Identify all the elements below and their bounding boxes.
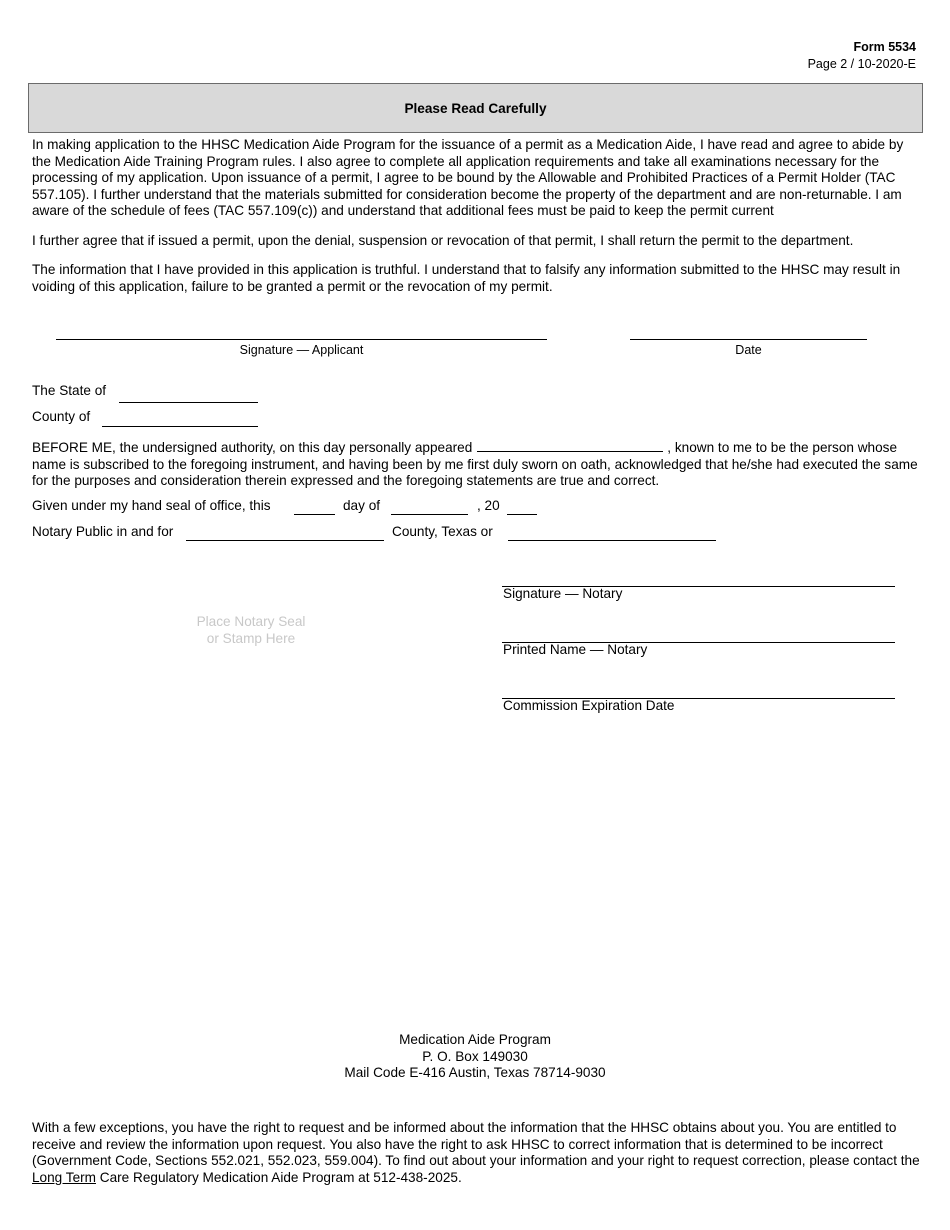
day-of-label: day of	[343, 498, 381, 513]
state-field[interactable]	[119, 402, 258, 403]
form-identifier	[808, 39, 916, 73]
form-number: Form 5534	[853, 40, 916, 54]
privacy-text: With a few exceptions, you have the right to request and be informed about the information that the HHSC obtains about you. You are entitled to receive and review the information upon request. You also have the right to ask HHSC to correct information that is determined to be incorrect (Government Code, Sections 552.021, 552.023, 559.004). To find out about your information and your right to request correction, please contact the	[32, 1120, 920, 1169]
county-texas-label: County, Texas or	[392, 524, 493, 539]
notary-other-field[interactable]	[508, 540, 716, 541]
state-label: The State of	[32, 383, 107, 398]
address-line3: Mail Code E-416 Austin, Texas 78714-9030	[344, 1065, 606, 1080]
year-label: , 20	[477, 498, 500, 513]
notary-public-label: Notary Public in and for	[32, 524, 174, 539]
section-header	[28, 83, 923, 133]
applicant-signature-field[interactable]	[56, 339, 547, 340]
county-field[interactable]	[102, 426, 258, 427]
notary-seal-area	[176, 613, 326, 647]
notary-printed-name-label: Printed Name — Notary	[503, 642, 648, 657]
return-permit-paragraph: I further agree that if issued a permit, upon the denial, suspension or revocation of that permit, I shall return the permit to the department.	[32, 233, 854, 248]
notary-county-field[interactable]	[186, 540, 384, 541]
day-field[interactable]	[294, 514, 335, 515]
before-me-text: BEFORE ME, the undersigned authority, on this day personally appeared	[32, 440, 473, 455]
section-title: Please Read Carefully	[404, 100, 547, 116]
address-line1: Medication Aide Program	[399, 1032, 551, 1047]
notary-acknowledgment	[32, 440, 924, 490]
given-under-label: Given under my hand seal of office, this	[32, 498, 271, 513]
before-me-text-cont: , known to me to be the person whose name is subscribed to the foregoing instrument, and having been by me first duly sworn on oath, acknowledged that he/she had executed the same for the purposes and consideration therein expressed and the foregoing statements are true and correct.	[32, 440, 918, 489]
agreement-paragraph: In making application to the HHSC Medication Aide Program for the issuance of a permit as a Medication Aide, I have read and agree to abide by the Medication Aide Training Program rules. I also agree to complete all application requirements and take all examinations necessary for the processing of my application. Upon issuance of a permit, I agree to be bound by the Allowable and Prohibited Practices of a Permit Holder (TAC 557.105). I further understand that the materials submitted for consideration become the property of the department and are non-returnable. I am aware of the schedule of fees (TAC 557.109(c)) and understand that additional fees must be paid to keep the permit current	[32, 137, 904, 219]
month-field[interactable]	[391, 514, 468, 515]
privacy-notice	[32, 1120, 924, 1186]
appeared-person-field[interactable]	[477, 440, 663, 452]
applicant-date-label: Date	[735, 343, 762, 357]
seal-text-line2: or Stamp Here	[206, 631, 296, 646]
mailing-address	[0, 1032, 950, 1082]
privacy-text-end: Care Regulatory Medication Aide Program at 512-438-2025.	[95, 1169, 462, 1185]
applicant-signature-label: Signature — Applicant	[239, 343, 364, 357]
seal-text-line1: Place Notary Seal	[196, 614, 306, 629]
applicant-date-field[interactable]	[630, 339, 867, 340]
notary-signature-label: Signature — Notary	[503, 586, 623, 601]
truthfulness-paragraph: The information that I have provided in this application is truthful. I understand that to falsify any information submitted to the HHSC may result in voiding of this application, failure to be granted a permit or the revocation of my permit.	[32, 262, 901, 294]
year-field[interactable]	[507, 514, 537, 515]
page-number: Page 2 / 10-2020-E	[807, 57, 916, 71]
address-line2: P. O. Box 149030	[422, 1048, 528, 1064]
privacy-underlined-text: Long Term	[32, 1169, 96, 1185]
commission-expiration-label: Commission Expiration Date	[503, 698, 675, 713]
county-label: County of	[32, 409, 91, 424]
